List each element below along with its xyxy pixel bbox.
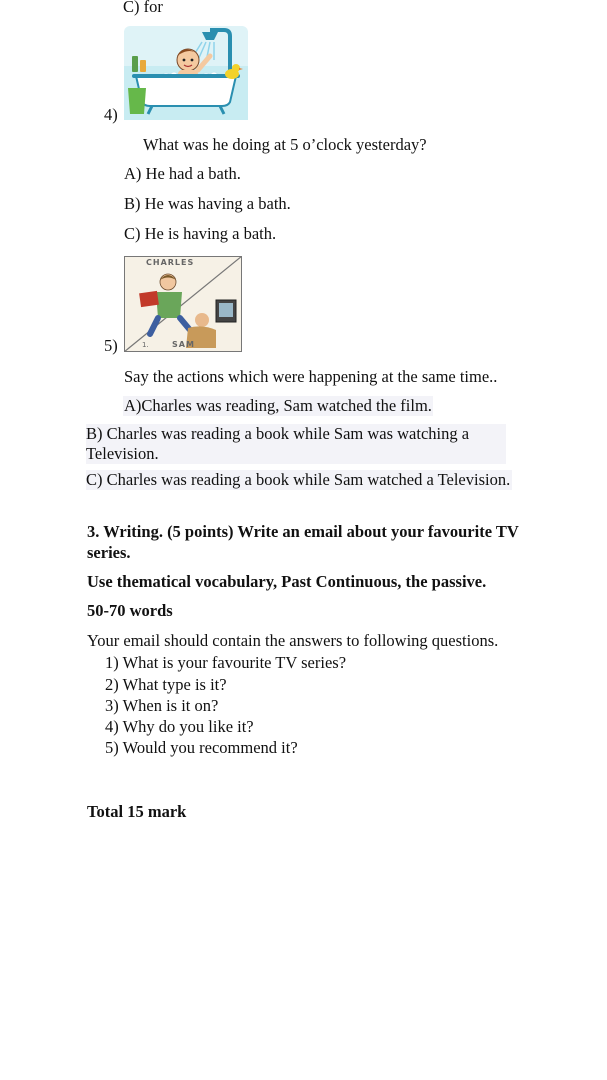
q5-prompt: Say the actions which were happening at the same time.. bbox=[124, 367, 498, 386]
list-item: 2) What type is it? bbox=[105, 675, 227, 694]
charles-sam-illustration bbox=[124, 256, 242, 352]
total-mark: Total 15 mark bbox=[87, 802, 187, 821]
q3-option-c: C) for bbox=[123, 0, 163, 16]
list-item: 4) Why do you like it? bbox=[105, 717, 254, 736]
sam-label: SAM bbox=[172, 340, 195, 349]
q4-number: 4) bbox=[104, 105, 118, 124]
list-item: 1) What is your favourite TV series? bbox=[105, 653, 347, 672]
word-count: 50-70 words bbox=[87, 601, 173, 620]
q5-option-b: B) Charles was reading a book while Sam was watching a Television. bbox=[86, 424, 506, 464]
q4-prompt: What was he doing at 5 o’clock yesterday? bbox=[143, 135, 427, 154]
bath-illustration bbox=[124, 26, 248, 120]
q4-option-b: B) He was having a bath. bbox=[124, 194, 291, 213]
q4-option-c: C) He is having a bath. bbox=[124, 224, 277, 243]
q4-option-a: A) He had a bath. bbox=[124, 164, 241, 183]
charles-label: CHARLES bbox=[146, 258, 195, 267]
writing-intro: Your email should contain the answers to following questions. bbox=[87, 631, 499, 650]
writing-heading: 3. Writing. (5 points) Write an email about your favourite TV series. bbox=[87, 522, 519, 562]
image-number-label: 1. bbox=[142, 341, 149, 349]
writing-instruction: Use thematical vocabulary, Past Continuous, the passive. bbox=[87, 572, 487, 591]
q5-option-c: C) Charles was reading a book while Sam watched a Television. bbox=[86, 470, 511, 489]
list-item: 5) Would you recommend it? bbox=[105, 738, 298, 757]
q5-option-a: A)Charles was reading, Sam watched the film. bbox=[124, 396, 432, 415]
list-item: 3) When is it on? bbox=[105, 696, 219, 715]
q5-number: 5) bbox=[104, 336, 118, 355]
